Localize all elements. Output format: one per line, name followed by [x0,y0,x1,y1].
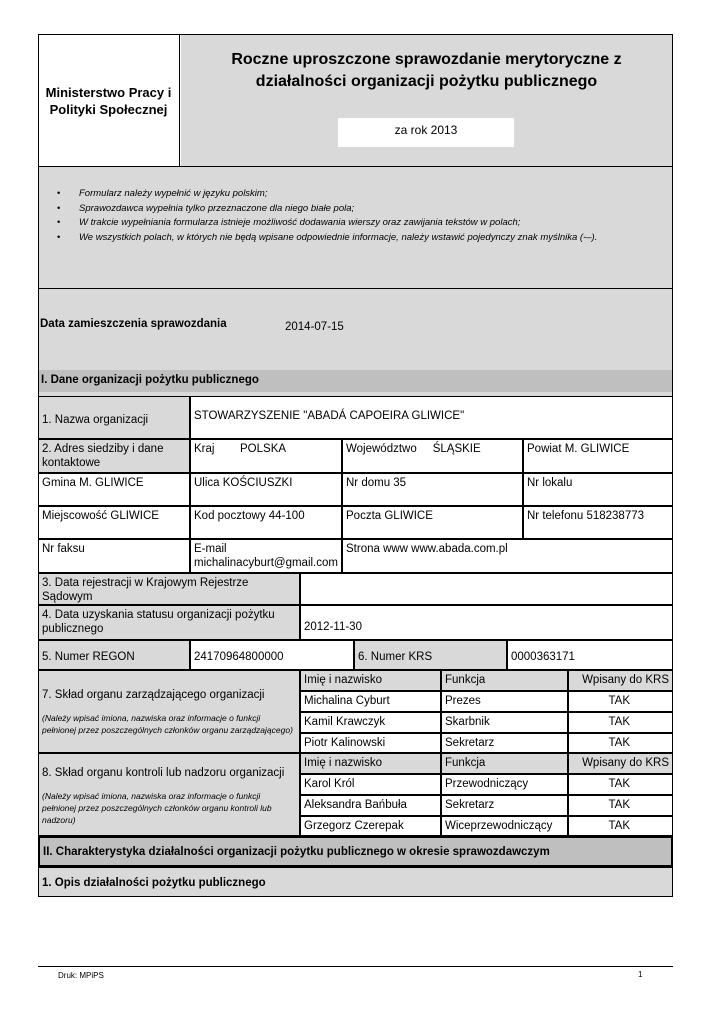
registration-date-field[interactable] [300,573,673,605]
board-member-krs[interactable]: TAK [568,712,673,733]
name-label-cell [38,396,190,439]
board-member-krs[interactable]: TAK [568,733,673,753]
instruction-item: • Sprawozdawca wypełnia tylko przeznaczone dla niego białe pola; [79,202,672,217]
control-member-name[interactable]: Aleksandra Bańbuła [300,795,441,816]
footer-rule [38,966,673,967]
regon-field[interactable]: 24170964800000 [190,640,354,670]
instructions-box [38,167,673,288]
address-label: 2. Adres siedziby i dane kontaktowe [38,439,190,473]
control-member-krs[interactable]: TAK [568,816,673,836]
city-field[interactable]: Miejscowość GLIWICE [38,506,190,539]
status-label: 4. Data uzyskania statusu organizacji pożytku publicznego [38,605,300,640]
board-member-krs[interactable]: TAK [568,691,673,712]
board-note: (Należy wpisać imiona, nazwiska oraz informacje o funkcji pełnionej przez poszczególnych członków organu zarządzającego) [42,713,293,735]
control-member-krs[interactable]: TAK [568,795,673,816]
ministry-cell [38,34,180,167]
board-header-name: Imię i nazwisko [300,670,441,691]
email-label: E-mail [194,543,227,555]
instruction-item: • W trakcie wypełniania formularza istnieje możliwość dodawania wierszy oraz zawijania tekstów w polach; [79,216,672,231]
board-member-name[interactable]: Michalina Cyburt [300,691,441,712]
control-member-name[interactable]: Karol Król [300,774,441,795]
section1-title: I. Dane organizacji pożytku publicznego [38,370,673,392]
municipality-field[interactable]: Gmina M. GLIWICE [38,473,190,506]
activity-description-label: 1. Opis działalności pożytku publicznego [38,867,673,897]
website-field[interactable]: Strona www www.abada.com.pl [342,539,673,573]
country-field[interactable]: Kraj POLSKA [190,439,342,473]
krs-field[interactable]: 0000363171 [507,640,673,670]
control-label-cell [38,753,300,836]
krs-label: 6. Numer KRS [354,640,507,670]
regon-label: 5. Numer REGON [38,640,190,670]
email-value: michalinacyburt@gmail.com [194,557,338,569]
control-member-function[interactable]: Przewodniczący [441,774,568,795]
postal-code-field[interactable]: Kod pocztowy 44-100 [190,506,342,539]
control-header-name: Imię i nazwisko [300,753,441,774]
footer-print: Druk: MPiPS [58,971,104,980]
section2-title: II. Charakterystyka działalności organizacji pożytku publicznego w okresie sprawozdawczym [38,836,673,867]
title-band [181,35,672,107]
board-member-function[interactable]: Skarbnik [441,712,568,733]
board-member-name[interactable]: Kamil Krawczyk [300,712,441,733]
board-member-name[interactable]: Piotr Kalinowski [300,733,441,753]
registration-label: 3. Data rejestracji w Krajowym Rejestrze Sądowym [38,573,300,605]
control-member-krs[interactable]: TAK [568,774,673,795]
district-field[interactable]: Powiat M. GLIWICE [523,439,673,473]
house-number-field[interactable]: Nr domu 35 [342,473,523,506]
email-field[interactable] [190,539,342,573]
board-header-krs: Wpisany do KRS [568,670,673,691]
control-header-krs: Wpisany do KRS [568,753,673,774]
status-date-field[interactable]: 2012-11-30 [300,605,673,640]
control-member-function[interactable]: Wiceprzewodniczący [441,816,568,836]
report-title: Roczne uproszczone sprawozdanie merytoryczne z działalności organizacji pożytku publicznego [231,51,622,90]
instructions-list [39,187,672,245]
board-member-function[interactable]: Prezes [441,691,568,712]
street-field[interactable]: Ulica KOŚCIUSZKI [190,473,342,506]
board-label-cell [38,670,300,753]
phone-field[interactable]: Nr telefonu 518238773 [523,506,673,539]
name-label: 1. Nazwa organizacji [42,414,149,426]
organization-name[interactable]: STOWARZYSZENIE "ABADÁ CAPOEIRA GLIWICE" [190,396,673,439]
voivodeship-field[interactable]: Województwo ŚLĄSKIE [342,439,523,473]
submission-date[interactable]: 2014-07-15 [285,321,344,333]
control-label: 8. Skład organu kontroli lub nadzoru organizacji [42,767,285,779]
post-office-field[interactable]: Poczta GLIWICE [342,506,523,539]
instruction-item: • Formularz należy wypełnić w języku polskim; [79,187,672,202]
year-field[interactable]: za rok 2013 [338,118,514,147]
control-header-function: Funkcja [441,753,568,774]
control-note: (Należy wpisać imiona, nazwiska oraz informacje o funkcji pełnionej przez poszczególnych członków organu kontroli lub nadzoru) [42,791,272,825]
board-member-function[interactable]: Sekretarz [441,733,568,753]
fax-field[interactable]: Nr faksu [38,539,190,573]
board-label: 7. Skład organu zarządzającego organizacji [42,689,265,701]
instruction-item: • We wszystkich polach, w których nie będą wpisane odpowiednie informacje, należy wstawić pojedynczy znak myślnika (-–). [79,231,672,246]
control-member-name[interactable]: Grzegorz Czerepak [300,816,441,836]
apartment-number-field[interactable]: Nr lokalu [523,473,673,506]
page-number: 1 [638,970,643,979]
control-member-function[interactable]: Sekretarz [441,795,568,816]
board-header-function: Funkcja [441,670,568,691]
ministry-name: Ministerstwo Pracy i Polityki Społecznej [45,84,172,117]
submission-label: Data zamieszczenia sprawozdania [40,318,227,330]
